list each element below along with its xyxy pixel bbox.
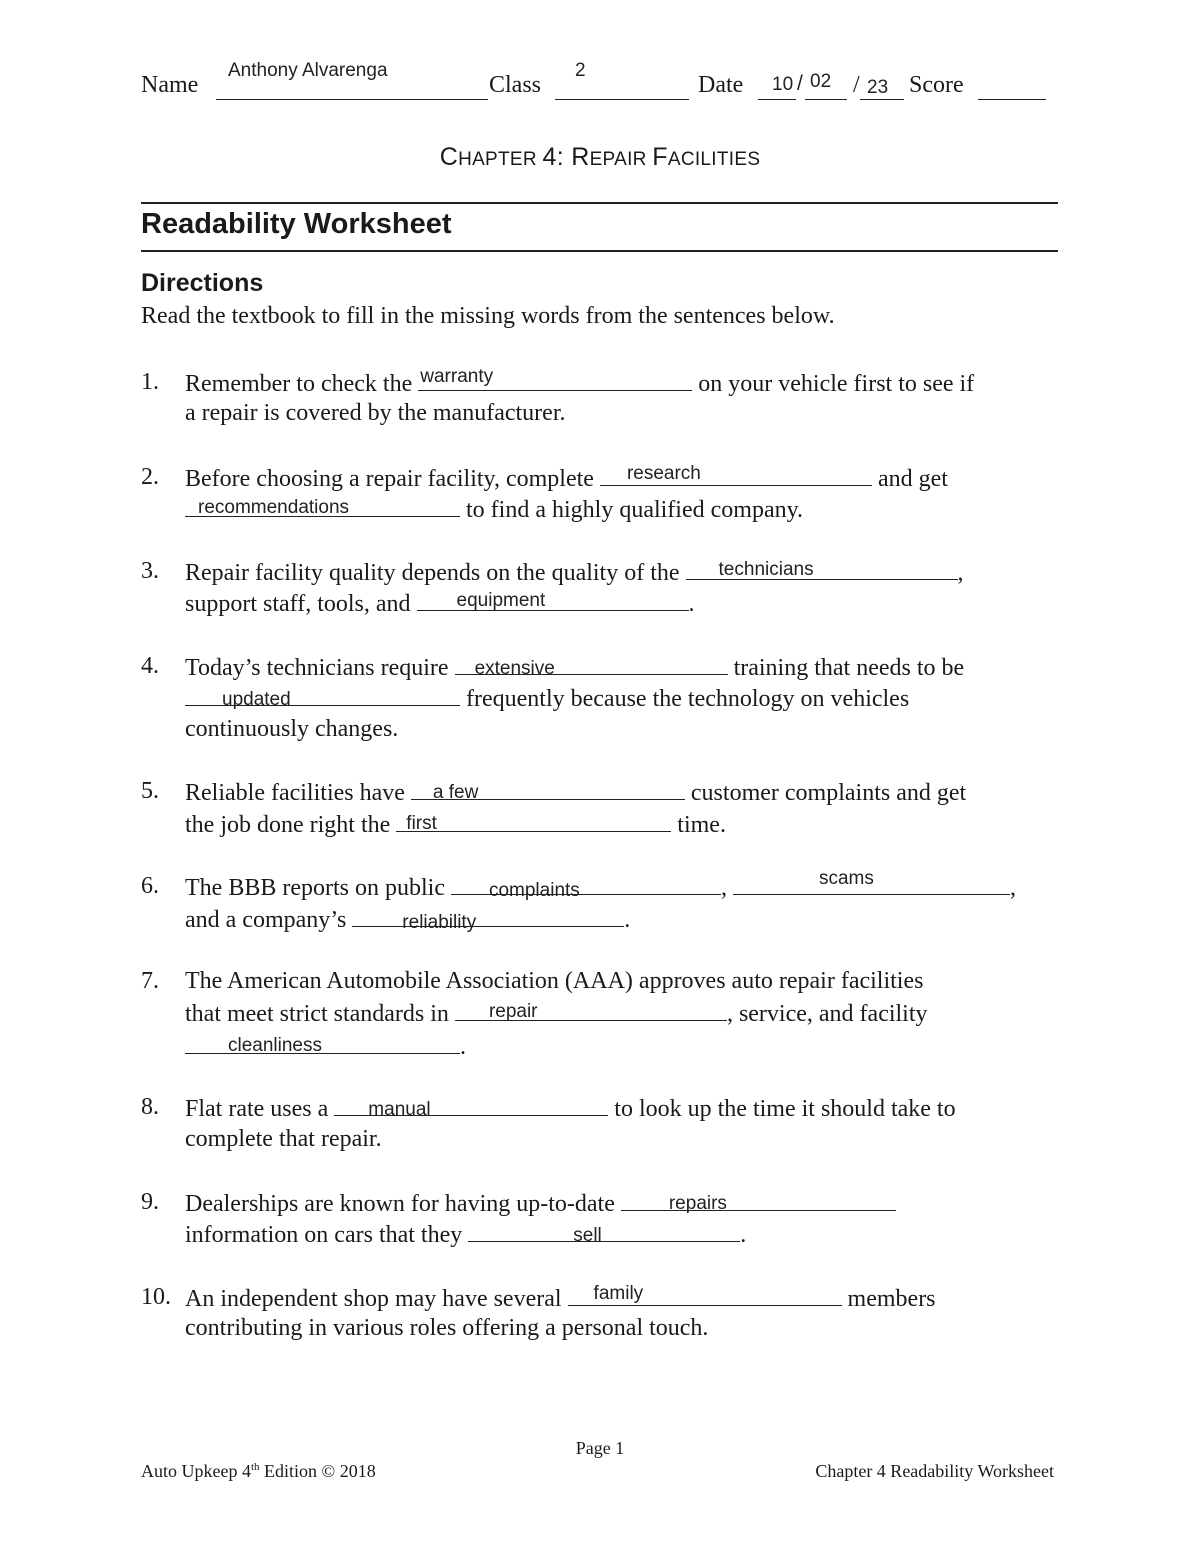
question-text: the job done right the	[185, 812, 397, 838]
answer-blank[interactable]	[352, 904, 624, 933]
question-text: on your vehicle first to see if	[692, 371, 975, 397]
answer-text: sell	[573, 1225, 602, 1246]
item-number: 7.	[141, 968, 159, 994]
top-rule	[141, 202, 1058, 204]
date-month-field[interactable]: 10	[772, 74, 794, 95]
date-slash-2: /	[853, 72, 860, 98]
class-field[interactable]: 2	[575, 60, 586, 81]
question-text: .	[460, 1034, 466, 1060]
footer-left	[141, 1461, 376, 1482]
answer-blank[interactable]	[417, 588, 689, 611]
date-day-line	[805, 99, 847, 100]
answer-blank[interactable]	[568, 1283, 842, 1306]
answer-text: scams	[818, 868, 874, 889]
answer-text: a few	[432, 782, 479, 803]
chapter-title	[0, 143, 1200, 172]
name-label: Name	[141, 72, 199, 98]
question-text: , service, and facility	[726, 1001, 928, 1027]
date-label: Date	[698, 72, 744, 98]
chapter-title-part: F	[652, 143, 668, 171]
answer-text: extensive	[474, 658, 555, 679]
name-field[interactable]: Anthony Alvarenga	[228, 60, 388, 81]
question-text: The BBB reports on public	[185, 875, 451, 901]
answer-text: equipment	[456, 590, 546, 611]
answer-blank[interactable]	[600, 463, 872, 486]
answer-text: first	[406, 813, 437, 834]
question-text: Repair facility quality depends on the quality of the	[185, 560, 686, 586]
answer-blank[interactable]	[621, 1188, 896, 1214]
question-5-cont	[185, 809, 726, 839]
answer-blank[interactable]	[418, 368, 692, 391]
question-4-cont-2: continuously changes.	[185, 716, 399, 742]
question-text: Today’s technicians require	[185, 655, 455, 681]
directions-heading: Directions	[141, 269, 264, 297]
date-year-field[interactable]: 23	[867, 77, 889, 98]
question-text: Remember to check the	[185, 371, 419, 397]
item-number: 5.	[141, 778, 159, 804]
bottom-rule	[141, 250, 1058, 252]
item-number: 2.	[141, 464, 159, 490]
question-2-cont	[185, 494, 803, 524]
question-text: to look up the time it should take to	[608, 1096, 956, 1122]
question-text: frequently because the technology on vehicles	[460, 686, 910, 712]
page-number: Page 1	[575, 1438, 625, 1458]
footer-left-text: Auto Upkeep 4	[141, 1461, 251, 1481]
question-text: members	[841, 1286, 936, 1312]
question-7-cont	[185, 998, 928, 1028]
question-text: information on cars that they	[185, 1222, 469, 1248]
chapter-title-part: C	[439, 143, 459, 171]
question-text: Dealerships are known for having up-to-date	[185, 1191, 621, 1217]
answer-text: research	[626, 463, 701, 484]
class-line	[555, 99, 689, 100]
item-number: 8.	[141, 1094, 159, 1120]
question-text: .	[624, 907, 631, 933]
footer-left-sup: th	[250, 1461, 260, 1473]
question-text: that meet strict standards in	[185, 1001, 455, 1027]
footer-left-text: Edition © 2018	[259, 1461, 376, 1481]
question-text: ,	[1009, 875, 1016, 901]
answer-text: warranty	[420, 366, 494, 387]
question-text: Reliable facilities have	[185, 780, 411, 806]
answer-text: recommendations	[198, 497, 350, 518]
score-line	[978, 99, 1046, 100]
answer-blank[interactable]	[455, 998, 727, 1021]
question-text: and a company’s	[185, 907, 353, 933]
answer-blank[interactable]	[468, 1219, 740, 1246]
answer-blank[interactable]	[455, 652, 728, 679]
question-4-cont	[185, 683, 909, 713]
answer-text: repairs	[668, 1193, 727, 1214]
answer-text: repair	[488, 1001, 538, 1022]
answer-blank[interactable]	[185, 683, 460, 710]
class-label: Class	[489, 72, 542, 98]
question-7-cont-2	[185, 1031, 466, 1061]
answer-blank[interactable]	[451, 872, 721, 901]
item-number: 9.	[141, 1189, 159, 1215]
item-number: 4.	[141, 653, 159, 679]
answer-text: manual	[368, 1099, 431, 1120]
question-text: An independent shop may have several	[185, 1286, 568, 1312]
score-label: Score	[909, 72, 964, 98]
question-6-cont	[185, 904, 630, 934]
question-text: customer complaints and get	[684, 780, 967, 806]
chapter-title-part: EPAIR	[589, 149, 653, 170]
question-6	[185, 868, 1016, 902]
answer-blank[interactable]	[686, 557, 958, 580]
question-text: ,	[957, 560, 964, 586]
question-4	[185, 652, 964, 682]
question-2	[185, 463, 948, 493]
answer-text: cleanliness	[228, 1035, 322, 1056]
answer-blank[interactable]	[411, 777, 685, 803]
question-text: .	[740, 1222, 747, 1248]
answer-text: updated	[222, 689, 291, 710]
question-text: Before choosing a repair facility, complete	[185, 466, 600, 492]
question-1-cont: a repair is covered by the manufacturer.	[185, 400, 566, 426]
question-1	[185, 368, 974, 398]
item-number: 3.	[141, 558, 159, 584]
item-number: 10.	[141, 1284, 171, 1310]
answer-text: reliability	[402, 912, 477, 933]
item-number: 1.	[141, 369, 159, 395]
question-text: ,	[720, 875, 733, 901]
question-text: time.	[671, 812, 726, 838]
answer-text: technicians	[718, 559, 814, 580]
answer-blank[interactable]	[396, 809, 671, 832]
question-5	[185, 777, 966, 807]
question-text: .	[688, 591, 695, 617]
question-text: Flat rate uses a	[185, 1096, 335, 1122]
answer-blank[interactable]	[185, 494, 460, 517]
question-7: The American Automobile Association (AAA) approves auto repair facilities	[185, 968, 924, 994]
answer-blank[interactable]	[334, 1093, 608, 1120]
question-8	[185, 1093, 956, 1123]
date-day-field[interactable]: 02	[810, 71, 832, 92]
date-month-line	[758, 99, 796, 100]
chapter-title-part: 4:	[542, 143, 572, 171]
chapter-title-part: R	[571, 143, 590, 171]
worksheet-title: Readability Worksheet	[141, 208, 452, 240]
chapter-title-part: HAPTER	[458, 149, 543, 170]
question-text: to find a highly qualified company.	[460, 497, 804, 523]
question-text: and get	[871, 466, 948, 492]
question-9-cont	[185, 1219, 746, 1249]
question-3	[185, 557, 964, 587]
question-9	[185, 1188, 896, 1218]
question-text: training that needs to be	[727, 655, 965, 681]
question-text: support staff, tools, and	[185, 591, 417, 617]
date-slash: /	[797, 72, 803, 95]
answer-blank[interactable]	[185, 1031, 460, 1054]
date-year-line	[860, 99, 904, 100]
directions-text: Read the textbook to fill in the missing words from the sentences below.	[141, 303, 835, 329]
question-10-cont: contributing in various roles offering a personal touch.	[185, 1315, 709, 1341]
question-8-cont: complete that repair.	[185, 1126, 382, 1152]
item-number: 6.	[141, 873, 159, 899]
answer-text: complaints	[488, 880, 580, 901]
question-3-cont	[185, 588, 695, 618]
answer-blank[interactable]	[733, 868, 1010, 895]
answer-text: family	[593, 1283, 644, 1304]
question-10	[185, 1283, 936, 1313]
name-line	[216, 99, 488, 100]
chapter-title-part: ACILITIES	[667, 149, 761, 170]
footer-right: Chapter 4 Readability Worksheet	[815, 1461, 1054, 1481]
